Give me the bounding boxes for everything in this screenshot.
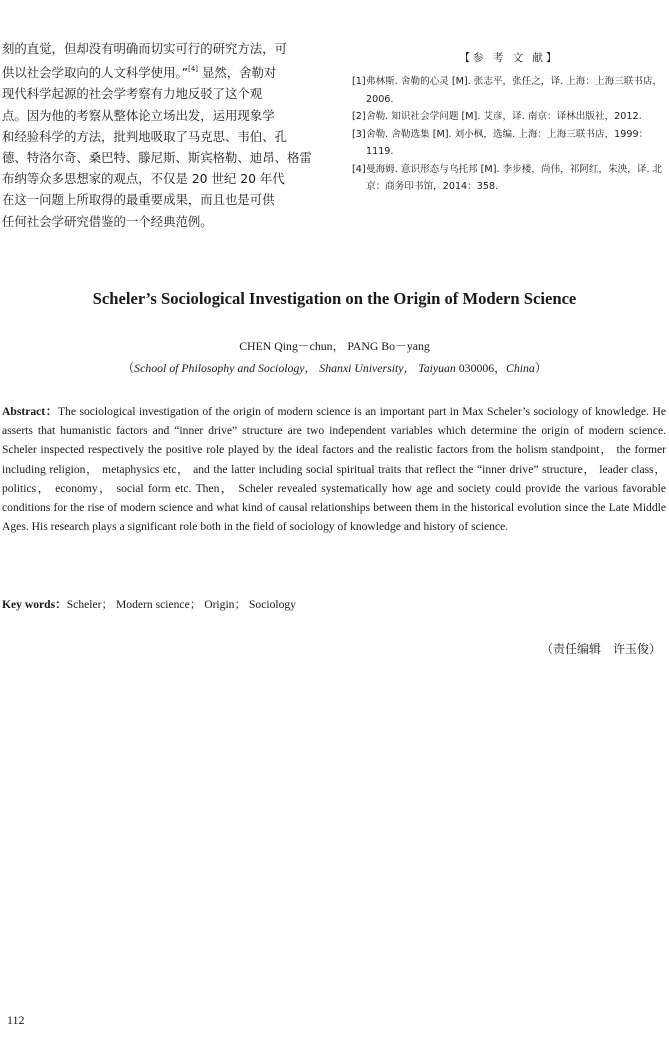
references-heading: 【参 考 文 献】	[459, 52, 560, 64]
affiliation: （School of Philosophy and Sociology， Shanxi University， Taiyuan 030006，China）	[122, 361, 547, 375]
text-line: 德、特洛尔奇、桑巴特、滕尼斯、斯宾格勒、迪昂、格雷	[2, 150, 312, 166]
keywords	[2, 596, 666, 612]
abstract	[2, 402, 666, 536]
keywords-text: Scheler； Modern science； Origin； Sociology	[66, 598, 296, 611]
reference-number: [3]	[352, 128, 366, 140]
keywords-label: Key words：	[2, 598, 67, 611]
authors: CHEN Qing－chun， PANG Bo－yang	[239, 339, 430, 353]
editor-note: （责任编辑 许玉俊）	[540, 642, 661, 656]
text-line: 刻的直觉，但却没有明确而切实可行的研究方法，可	[2, 41, 287, 56]
page-number: 112	[7, 1013, 25, 1027]
reference-item	[352, 108, 667, 126]
text-line: 和经验科学的方法，批判地吸取了马克思、韦伯、孔	[2, 128, 287, 144]
reference-text: 舍勒. 知识社会学问题 [M]. 艾彦，译. 南京：译林出版社，2012.	[366, 111, 642, 122]
left-column-text	[2, 38, 327, 232]
text-line: 供以社会学取向的人文科学使用。”[4] 显然，舍勒对	[2, 65, 277, 81]
references-section	[352, 50, 667, 196]
reference-text: 舍勒. 舍勒选集 [M]. 刘小枫，选编. 上海：上海三联书店，1999：1119.	[366, 128, 649, 157]
reference-number: [2]	[352, 111, 366, 122]
reference-item	[352, 126, 667, 161]
reference-text: 弗林斯. 舍勒的心灵 [M]. 张志平，张任之，译. 上海：上海三联书店，2006.	[366, 76, 663, 105]
reference-number: [1]	[352, 76, 366, 87]
text-line: 点。因为他的考察从整体论立场出发，运用现象学	[2, 107, 275, 123]
footnote-mark: [4]	[188, 65, 199, 74]
abstract-text: The sociological investigation of the origin of modern science is an important part in Max Scheler’s sociology of knowledge. He asserts that humanistic factors and “inner drive” structure are two independent variables which determine the origin of modern science. Scheler inspected respectively the positive role played by the ideal factors and the realistic factors from the holism standpoint， the former including religion， metaphysics etc， and the latter including social spiritual traits that reflect the “inner drive” structure， leader class， politics， economy， social form etc. Then， Scheler revealed systematically how age and society could provide the various favorable conditions for the rise of modern science and what kind of causal relationships between them in the historical evolution since the Late Middle Ages. His research plays a significant role both in the field of sociology of knowledge and history of science.	[2, 405, 666, 534]
reference-item	[352, 161, 667, 196]
text-line: 布纳等众多思想家的观点，不仅是 20 世纪 20 年代	[2, 171, 285, 187]
text-line: 在这一问题上所取得的最重要成果，而且也是可供	[2, 192, 275, 208]
english-title: Scheler’s Sociological Investigation on the Origin of Modern Science	[92, 289, 577, 308]
reference-text: 曼海姆. 意识形态与乌托邦 [M]. 李步楼，尚伟，祁阿红，朱泱，译. 北京：商务印书馆，2014：358.	[366, 163, 663, 192]
reference-item	[352, 73, 667, 108]
reference-number: [4]	[352, 163, 366, 175]
text-line: 现代科学起源的社会学考察有力地反驳了这个观	[2, 86, 263, 102]
abstract-label: Abstract：	[2, 405, 58, 418]
text-line: 任何社会学研究借鉴的一个经典范例。	[2, 213, 213, 229]
